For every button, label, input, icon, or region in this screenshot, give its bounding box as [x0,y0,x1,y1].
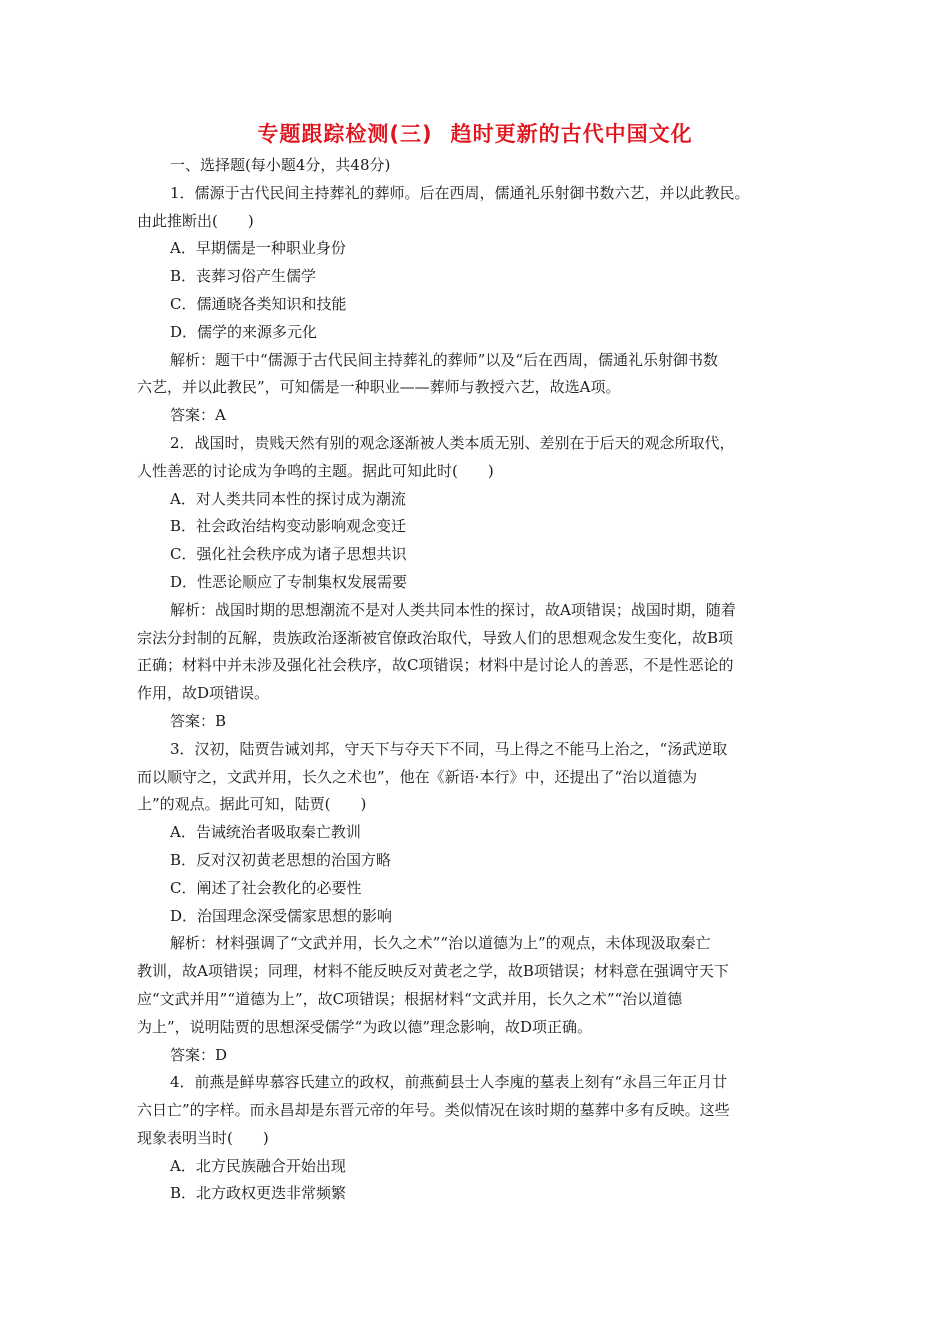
text-line: 正确；材料中并未涉及强化社会秩序，故C项错误；材料中是讨论人的善恶，不是性恶论的 [137,656,734,675]
text-line: 解析：题干中“儒源于古代民间主持葬礼的葬师”以及“后在西周，儒通礼乐射御书数 [170,350,719,369]
text-line: 为上”，说明陆贾的思想深受儒学“为政以德”理念影响，故D项正确。 [137,1017,593,1036]
text-line: A．对人类共同本性的探讨成为潮流 [170,489,406,508]
text-line: 现象表明当时( ) [137,1128,269,1147]
text-line: 答案：A [170,406,226,425]
text-line: 应“文武并用”“道德为上”，故C项错误；根据材料“文武并用，长久之术”“治以道德 [137,989,683,1008]
text-line: 六艺，并以此教民”，可知儒是一种职业——葬师与教授六艺，故选A项。 [137,378,621,397]
text-line: 一、选择题(每小题4分，共48分) [170,156,391,174]
text-line: A．北方民族融合开始出现 [170,1156,346,1175]
text-line: 解析：材料强调了“文武并用，长久之术”“治以道德为上”的观点，未体现汲取秦亡 [170,934,711,953]
text-line: 上”的观点。据此可知，陆贾( ) [137,795,367,814]
title-series: 专题跟踪检测(三) [257,122,433,146]
text-line: 3．汉初，陆贾告诫刘邦，守天下与夺天下不同，马上得之不能马上治之，“汤武逆取 [170,739,728,758]
text-line: 人性善恶的讨论成为争鸣的主题。据此可知此时( ) [137,461,494,480]
text-line: B．社会政治结构变动影响观念变迁 [170,517,407,536]
text-line: 解析：战国时期的思想潮流不是对人类共同本性的探讨，故A项错误；战国时期，随着 [170,600,736,619]
text-line: 六日亡”的字样。而永昌却是东晋元帝的年号。类似情况在该时期的墓葬中多有反映。这些 [137,1101,730,1120]
text-line: C．儒通晓各类知识和技能 [170,294,347,313]
text-line: B．丧葬习俗产生儒学 [170,267,317,286]
text-line: B．北方政权更迭非常频繁 [170,1184,347,1203]
document-body [137,152,827,1208]
text-line: 由此推断出( ) [137,211,254,230]
text-line: 4．前燕是鲜卑慕容氏建立的政权，前燕蓟县士人李廆的墓表上刻有“永昌三年正月廿 [170,1073,728,1092]
title-topic: 趋时更新的古代中国文化 [450,122,693,146]
text-line: 而以顺守之，文武并用，长久之术也”，他在《新语·本行》中，还提出了“治以道德为 [137,767,698,786]
text-line: A．告诫统治者吸取秦亡教训 [170,823,361,842]
text-line: A．早期儒是一种职业身份 [170,239,346,258]
text-line: C．强化社会秩序成为诸子思想共识 [170,545,407,564]
text-line: 答案：B [170,711,227,730]
text-line: 答案：D [170,1045,228,1064]
text-line: 2．战国时，贵贱天然有别的观念逐渐被人类本质无别、差别在于后天的观念所取代， [170,433,735,452]
text-line: 1．儒源于古代民间主持葬礼的葬师。后在西周，儒通礼乐射御书数六艺，并以此教民。 [170,183,750,202]
text-line: 教训，故A项错误；同理，材料不能反映反对黄老之学，故B项错误；材料意在强调守天下 [137,962,729,981]
text-line: C．阐述了社会教化的必要性 [170,878,362,897]
page-title [0,117,950,151]
text-line: D．治国理念深受儒家思想的影响 [170,906,393,925]
text-line: B．反对汉初黄老思想的治国方略 [170,850,392,869]
text-line: D．儒学的来源多元化 [170,322,318,341]
text-line: 作用，故D项错误。 [137,684,270,703]
text-line: 宗法分封制的瓦解，贵族政治逐渐被官僚政治取代，导致人们的思想观念发生变化，故B项 [137,628,734,647]
text-line: D．性恶论顺应了专制集权发展需要 [170,572,408,591]
